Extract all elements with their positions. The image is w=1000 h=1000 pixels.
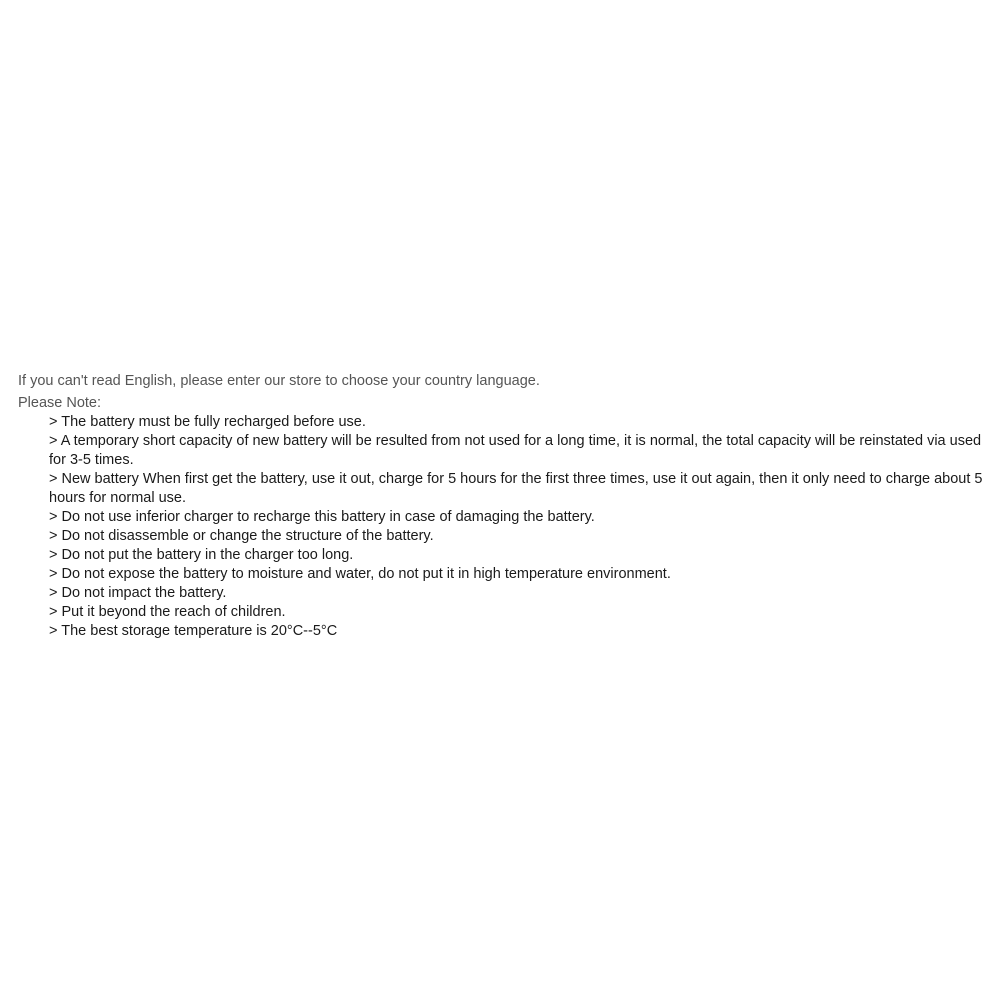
note-item: > Do not put the battery in the charger too long. xyxy=(49,547,354,563)
note-item: > A temporary short capacity of new battery will be resulted from not used for a long time, it is normal, the total capacity will be reinstated via used for 3-5 times. xyxy=(49,433,982,468)
note-heading: Please Note: xyxy=(18,395,102,411)
note-item: > New battery When first get the battery, use it out, charge for 5 hours for the first three times, use it out again, then it only need to charge about 5 hours for normal use. xyxy=(49,471,983,506)
note-item: > The battery must be fully recharged before use. xyxy=(49,414,366,430)
note-item: > Do not impact the battery. xyxy=(49,585,227,601)
note-item: > The best storage temperature is 20°C--5°C xyxy=(49,623,338,639)
language-notice: If you can't read English, please enter our store to choose your country language. xyxy=(18,373,540,389)
product-notes xyxy=(18,372,996,641)
notes-list xyxy=(18,413,996,641)
note-item: > Do not disassemble or change the structure of the battery. xyxy=(49,528,434,544)
note-item: > Put it beyond the reach of children. xyxy=(49,604,286,620)
note-item: > Do not expose the battery to moisture and water, do not put it in high temperature environment. xyxy=(49,566,671,582)
note-item: > Do not use inferior charger to recharge this battery in case of damaging the battery. xyxy=(49,509,595,525)
